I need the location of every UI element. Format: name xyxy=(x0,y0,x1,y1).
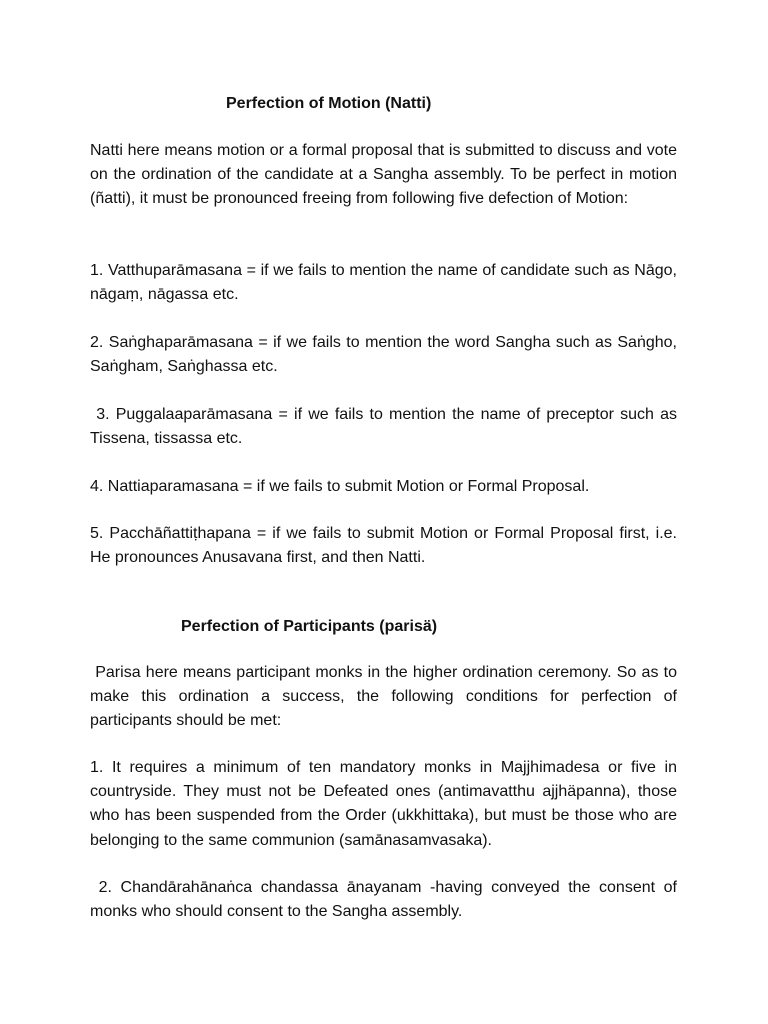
list-item-participants-2: 2. Chandārahānaṅca chandassa ānayanam -having conveyed the consent of monks who should consent to the Sangha assembly. xyxy=(90,879,682,921)
list-item-motion-5: 5. Pacchāñattiṭhapana = if we fails to submit Motion or Formal Proposal first, i.e. He pronounces Anusavana first, and then Natti. xyxy=(90,525,677,567)
list-item-motion-4: 4. Nattiaparamasana = if we fails to submit Motion or Formal Proposal. xyxy=(90,478,590,495)
list-item-motion-3: 3. Puggalaaparāmasana = if we fails to mention the name of preceptor such as Tissena, tissassa etc. xyxy=(90,406,682,448)
list-item-motion-2: 2. Saṅghaparāmasana = if we fails to mention the word Sangha such as Saṅgho, Saṅgham, Saṅghassa etc. xyxy=(90,334,677,376)
paragraph-motion-intro: Natti here means motion or a formal proposal that is submitted to discuss and vote on the ordination of the candidate at a Sangha assembly. To be perfect in motion (ñatti), it must be pronounced freeing from following five defection of Motion: xyxy=(90,142,677,208)
list-item-participants-1: 1. It requires a minimum of ten mandatory monks in Majjhimadesa or five in countryside. They must not be Defeated ones (antimavatthu ajjhäpanna), those who has been suspended from the Order (ukkhittaka), but must be those who are belonging to the same communion (samānasamvasaka). xyxy=(90,759,677,849)
list-item-motion-1: 1. Vatthuparāmasana = if we fails to mention the name of candidate such as Nāgo, nāgaṃ, nāgassa etc. xyxy=(90,262,677,304)
section-heading-motion: Perfection of Motion (Natti) xyxy=(226,95,432,112)
paragraph-participants-intro: Parisa here means participant monks in the higher ordination ceremony. So as to make this ordination a success, the following conditions for perfection of participants should be met: xyxy=(90,664,682,730)
section-heading-participants: Perfection of Participants (parisä) xyxy=(181,618,438,635)
